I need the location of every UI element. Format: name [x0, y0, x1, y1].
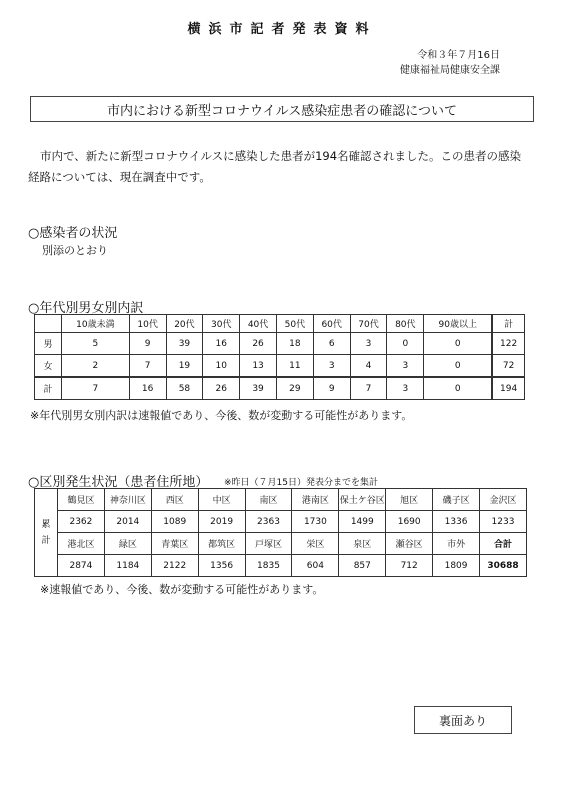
ward-value: 1233 — [480, 511, 527, 533]
table-cell: 6 — [313, 333, 350, 355]
table-cell: 19 — [166, 355, 203, 378]
table-header-row — [35, 315, 525, 333]
ward-name: 港北区 — [58, 533, 105, 555]
section-heading-age-sex: ○年代別男女別内訳 — [28, 301, 144, 316]
column-header: 30代 — [203, 315, 240, 333]
table-cell: 7 — [350, 377, 387, 400]
table-cell: 26 — [203, 377, 240, 400]
column-header: 10歳未満 — [62, 315, 130, 333]
ward-value-row — [35, 511, 527, 533]
ward-value: 2122 — [151, 555, 198, 577]
table-cell: 0 — [424, 333, 493, 355]
ward-value: 712 — [386, 555, 433, 577]
ward-total-value: 30688 — [480, 555, 527, 577]
ward-name: 都筑区 — [198, 533, 245, 555]
ward-table — [34, 488, 527, 577]
table-cell-total: 122 — [492, 333, 524, 355]
ward-name: 緑区 — [104, 533, 151, 555]
release-date: 令和３年７月16日 — [417, 50, 500, 61]
column-header: 50代 — [276, 315, 313, 333]
ward-header-row — [35, 533, 527, 555]
column-header: 10代 — [129, 315, 166, 333]
table-cell: 10 — [203, 355, 240, 378]
reverse-side-note: 裏面あり — [414, 706, 512, 734]
ward-value: 1089 — [151, 511, 198, 533]
ward-name: 金沢区 — [480, 489, 527, 511]
ward-aggregation-note: ※昨日（７月15日）発表分までを集計 — [224, 478, 378, 488]
table-cell: 9 — [129, 333, 166, 355]
table-cell: 5 — [62, 333, 130, 355]
ward-value: 2014 — [104, 511, 151, 533]
ward-value-row — [35, 555, 527, 577]
ward-value: 1690 — [386, 511, 433, 533]
header-title: 横浜市記者発表資料 — [187, 22, 377, 37]
row-label: 女 — [35, 355, 62, 378]
table-cell: 4 — [350, 355, 387, 378]
ward-name: 磯子区 — [433, 489, 480, 511]
ward-name: 泉区 — [339, 533, 386, 555]
column-header: 70代 — [350, 315, 387, 333]
column-header: 90歳以上 — [424, 315, 493, 333]
table-cell-total: 72 — [492, 355, 524, 378]
ward-value: 2874 — [58, 555, 105, 577]
ward-value: 857 — [339, 555, 386, 577]
column-header: 40代 — [240, 315, 277, 333]
ward-value: 2362 — [58, 511, 105, 533]
table-cell: 16 — [129, 377, 166, 400]
ward-name: 栄区 — [292, 533, 339, 555]
ward-header-row — [35, 489, 527, 511]
table-cell: 0 — [387, 333, 424, 355]
row-label: 計 — [35, 377, 62, 400]
ward-value: 2363 — [245, 511, 292, 533]
ward-name: 保土ケ谷区 — [339, 489, 386, 511]
column-header: 80代 — [387, 315, 424, 333]
ward-value: 1730 — [292, 511, 339, 533]
ward-name: 市外 — [433, 533, 480, 555]
ward-name: 港南区 — [292, 489, 339, 511]
ward-value: 1184 — [104, 555, 151, 577]
table-cell: 58 — [166, 377, 203, 400]
age-sex-table — [34, 314, 525, 400]
ward-value: 1835 — [245, 555, 292, 577]
row-label-cumulative — [35, 489, 58, 577]
ward-name: 中区 — [198, 489, 245, 511]
column-header — [35, 315, 62, 333]
table-cell: 2 — [62, 355, 130, 378]
column-header: 20代 — [166, 315, 203, 333]
table-cell: 7 — [129, 355, 166, 378]
table-cell: 26 — [240, 333, 277, 355]
table-row — [35, 355, 525, 378]
ward-table-note: ※速報値であり、今後、数が変動する可能性があります。 — [40, 583, 324, 596]
ward-value: 1499 — [339, 511, 386, 533]
row-label-text: 累 計 — [41, 519, 51, 546]
table-cell: 18 — [276, 333, 313, 355]
table-cell: 3 — [387, 355, 424, 378]
table-cell: 39 — [240, 377, 277, 400]
table-cell-total: 194 — [492, 377, 524, 400]
ward-name: 西区 — [151, 489, 198, 511]
table-cell: 29 — [276, 377, 313, 400]
ward-value: 604 — [292, 555, 339, 577]
ward-value: 1356 — [198, 555, 245, 577]
section-body-see-attached: 別添のとおり — [42, 244, 108, 257]
table-cell: 39 — [166, 333, 203, 355]
table-cell: 7 — [62, 377, 130, 400]
ward-name: 瀬谷区 — [386, 533, 433, 555]
row-label: 男 — [35, 333, 62, 355]
ward-name: 神奈川区 — [104, 489, 151, 511]
column-header-total: 計 — [492, 315, 524, 333]
section-heading-ward: ○区別発生状況（患者住所地） — [28, 475, 209, 490]
ward-name: 鶴見区 — [58, 489, 105, 511]
table-cell: 0 — [424, 355, 493, 378]
column-header: 60代 — [313, 315, 350, 333]
ward-name: 南区 — [245, 489, 292, 511]
document-title: 市内における新型コロナウイルス感染症患者の確認について — [30, 96, 534, 122]
ward-value: 2019 — [198, 511, 245, 533]
table-cell: 3 — [350, 333, 387, 355]
ward-name: 旭区 — [386, 489, 433, 511]
section-heading-infected-status: ○感染者の状況 — [28, 226, 118, 241]
table-cell: 16 — [203, 333, 240, 355]
table-cell: 9 — [313, 377, 350, 400]
table-cell: 0 — [424, 377, 493, 400]
table-cell: 3 — [387, 377, 424, 400]
ward-value: 1336 — [433, 511, 480, 533]
age-table-note: ※年代別男女別内訳は速報値であり、今後、数が変動する可能性があります。 — [30, 409, 413, 422]
ward-name: 青葉区 — [151, 533, 198, 555]
ward-value: 1809 — [433, 555, 480, 577]
table-row — [35, 333, 525, 355]
table-cell: 3 — [313, 355, 350, 378]
ward-name: 戸塚区 — [245, 533, 292, 555]
table-cell: 13 — [240, 355, 277, 378]
intro-paragraph: 市内で、新たに新型コロナウイルスに感染した患者が194名確認されました。この患者の感染経路については、現在調査中です。 — [28, 149, 522, 184]
department: 健康福祉局健康安全課 — [400, 65, 500, 76]
table-cell: 11 — [276, 355, 313, 378]
table-row-total — [35, 377, 525, 400]
ward-total-header: 合計 — [480, 533, 527, 555]
